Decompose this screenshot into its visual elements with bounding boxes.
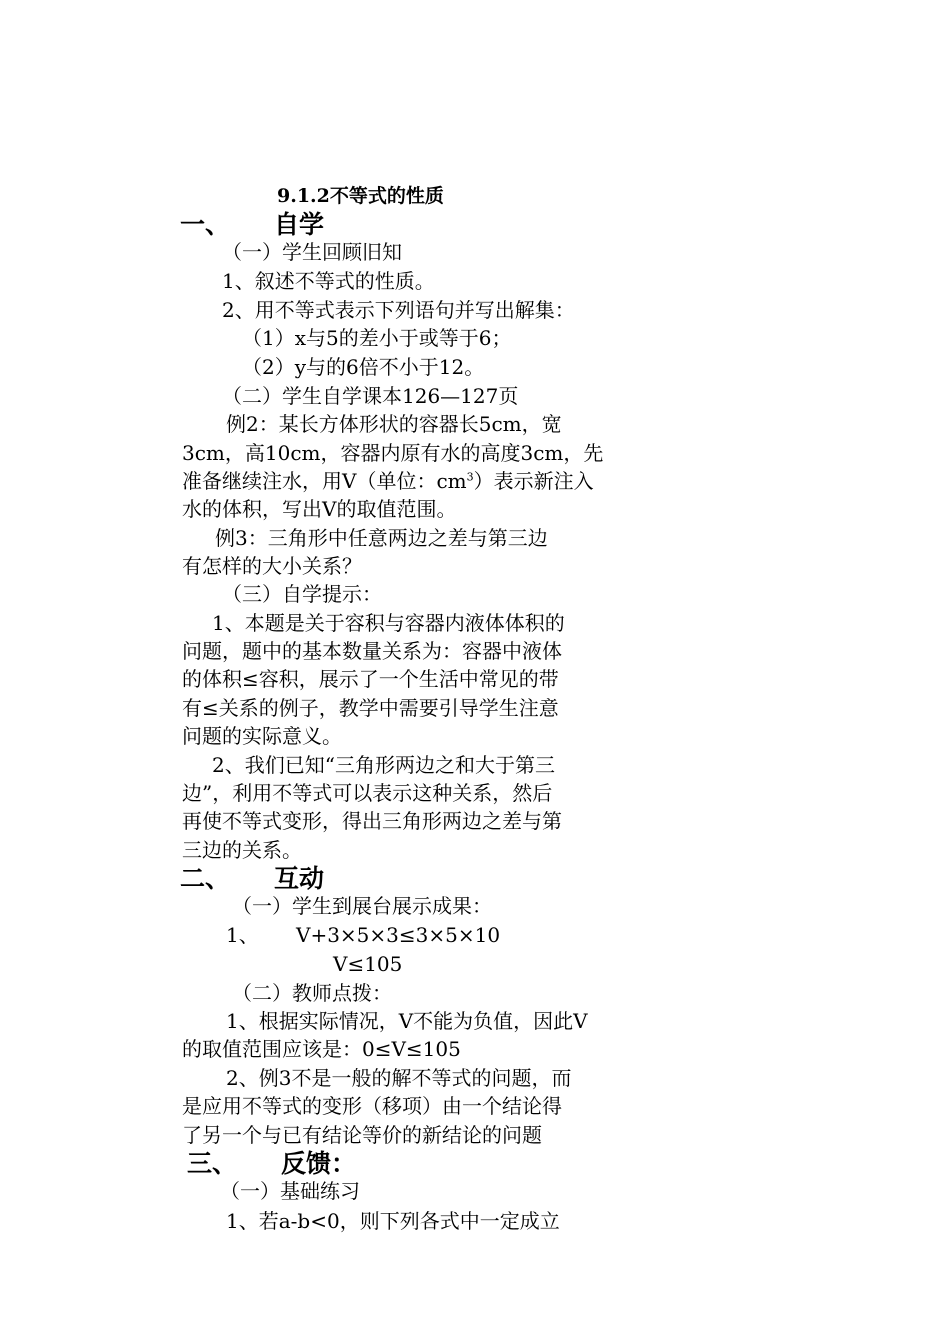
point-1-line-2: 的取值范围应该是：0≤V≤105: [182, 1037, 461, 1061]
section-3-heading: [187, 1148, 356, 1180]
example-3-line-2: 有怎样的大小关系？: [182, 554, 362, 578]
hint-2-line-4: 三边的关系。: [182, 838, 302, 862]
hint-1-line-2: 问题，题中的基本数量关系为：容器中液体: [182, 639, 562, 663]
section-3-number: 三、: [187, 1149, 238, 1178]
hint-1-line-5: 问题的实际意义。: [182, 724, 342, 748]
equation-1: V+3×5×3≤3×5×10: [296, 923, 501, 947]
s1-question-2b: （2）y与的6倍不小于12。: [242, 355, 485, 379]
s1-subheading-3: （三）自学提示：: [222, 582, 382, 606]
s1-subheading-2: （二）学生自学课本126—127页: [222, 384, 519, 408]
example-2-line-1: 例2：某长方体形状的容器长5cm，宽: [226, 412, 562, 436]
point-2-line-1: 2、例3不是一般的解不等式的问题，而: [226, 1066, 572, 1090]
point-1-line-1: 1、根据实际情况，V不能为负值，因此V: [226, 1009, 588, 1033]
hint-2-line-3: 再使不等式变形，得出三角形两边之差与第: [182, 809, 562, 833]
document-title: 9.1.2不等式的性质: [277, 185, 444, 207]
example-3-line-1: 例3：三角形中任意两边之差与第三边: [215, 526, 548, 550]
s1-subheading-1: （一）学生回顾旧知: [222, 240, 402, 264]
s1-question-2: 2、用不等式表示下列语句并写出解集：: [222, 298, 575, 322]
section-1-heading: [180, 209, 324, 241]
s2-subheading-2: （二）教师点拨：: [232, 981, 392, 1005]
point-2-line-2: 是应用不等式的变形（移项）由一个结论得: [182, 1094, 562, 1118]
equation-2: V≤105: [333, 952, 403, 976]
hint-1-line-3: 的体积≤容积，展示了一个生活中常见的带: [182, 667, 559, 691]
section-2-heading: [180, 863, 324, 895]
s2-subheading-1: （一）学生到展台展示成果：: [232, 894, 492, 918]
hint-2-line-1: 2、我们已知“三角形两边之和大于第三: [212, 753, 555, 777]
s1-question-2a: （1）x与5的差小于或等于6；: [242, 326, 512, 350]
example-2-line-3: 准备继续注水，用V（单位：$cm^3$）表示新注入: [182, 469, 594, 493]
section-3-name: 反馈：: [281, 1149, 357, 1178]
example-2-line-4: 水的体积，写出V的取值范围。: [182, 497, 457, 521]
section-2-name: 互动: [274, 864, 325, 893]
example-2-line-2: 3cm，高10cm，容器内原有水的高度3cm，先: [182, 441, 604, 465]
hint-2-line-2: 边”，利用不等式可以表示这种关系，然后: [182, 781, 553, 805]
hint-1-line-4: 有≤关系的例子，教学中需要引导学生注意: [182, 696, 559, 720]
equation-number: 1、: [226, 923, 259, 947]
section-1-name: 自学: [274, 210, 325, 239]
section-1-number: 一、: [180, 210, 231, 239]
s3-subheading-1: （一）基础练习: [220, 1179, 360, 1203]
superscript-3: 3: [466, 470, 474, 484]
s3-question-1: 1、若a-b<0，则下列各式中一定成立: [226, 1209, 560, 1233]
point-2-line-3: 了另一个与已有结论等价的新结论的问题: [182, 1123, 542, 1147]
hint-1-line-1: 1、本题是关于容积与容器内液体体积的: [212, 611, 565, 635]
s1-question-1: 1、叙述不等式的性质。: [222, 269, 435, 293]
section-2-number: 二、: [180, 864, 231, 893]
